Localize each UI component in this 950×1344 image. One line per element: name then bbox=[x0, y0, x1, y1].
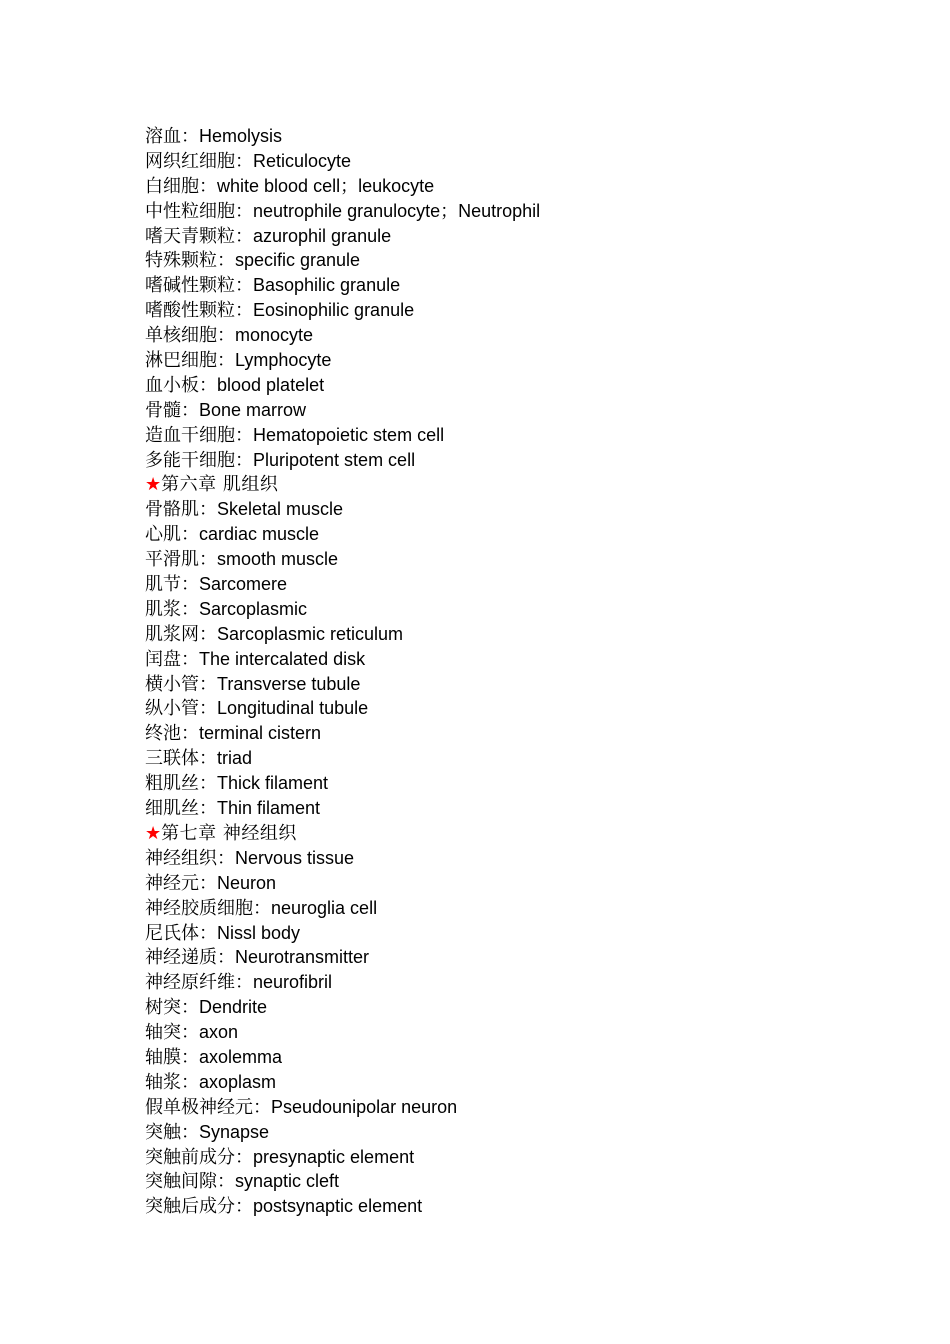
glossary-entry bbox=[145, 199, 905, 224]
term-english: Reticulocyte bbox=[253, 150, 352, 171]
term-english: cardiac muscle bbox=[199, 524, 320, 545]
term-chinese: 神经原纤维： bbox=[145, 972, 253, 994]
glossary-entry bbox=[145, 149, 905, 174]
term-chinese: 假单极神经元： bbox=[145, 1096, 271, 1118]
term-chinese: 心肌： bbox=[145, 524, 199, 546]
term-chinese: 神经胶质细胞： bbox=[145, 897, 271, 919]
glossary-entry bbox=[145, 871, 905, 896]
glossary-entry bbox=[145, 248, 905, 273]
glossary-entry bbox=[145, 796, 905, 821]
term-chinese: 轴浆： bbox=[145, 1071, 199, 1093]
term-chinese: 淋巴细胞： bbox=[145, 350, 235, 372]
glossary-entry bbox=[145, 497, 905, 522]
term-chinese: 轴膜： bbox=[145, 1046, 199, 1068]
term-english: Basophilic granule bbox=[253, 275, 401, 296]
glossary-entry bbox=[145, 995, 905, 1020]
term-chinese: 平滑肌： bbox=[145, 549, 217, 571]
glossary-entry bbox=[145, 1145, 905, 1170]
glossary-entry bbox=[145, 672, 905, 697]
term-chinese: 肌浆： bbox=[145, 598, 199, 620]
glossary-entry bbox=[145, 298, 905, 323]
term-chinese: 闰盘： bbox=[145, 648, 199, 670]
term-english: Dendrite bbox=[199, 997, 268, 1018]
term-chinese: 细肌丝： bbox=[145, 798, 217, 820]
term-chinese: 单核细胞： bbox=[145, 325, 235, 347]
term-english: Hematopoietic stem cell bbox=[253, 424, 445, 445]
term-english: Transverse tubule bbox=[217, 673, 361, 694]
glossary-entry bbox=[145, 373, 905, 398]
term-chinese: 多能干细胞： bbox=[145, 449, 253, 471]
term-english: smooth muscle bbox=[217, 549, 339, 570]
glossary-entry bbox=[145, 846, 905, 871]
term-chinese: 嗜天青颗粒： bbox=[145, 225, 253, 247]
term-chinese: 白细胞： bbox=[145, 175, 217, 197]
term-english: white blood cell；leukocyte bbox=[217, 175, 435, 196]
term-english: Nervous tissue bbox=[235, 847, 355, 868]
term-chinese: 轴突： bbox=[145, 1022, 199, 1044]
glossary-entry bbox=[145, 945, 905, 970]
star-icon: ★ bbox=[145, 822, 162, 844]
glossary-entry bbox=[145, 921, 905, 946]
term-english: The intercalated disk bbox=[199, 648, 366, 669]
glossary-entry bbox=[145, 1020, 905, 1045]
glossary-entry bbox=[145, 970, 905, 995]
glossary-entry bbox=[145, 398, 905, 423]
term-chinese: 骨骼肌： bbox=[145, 499, 217, 521]
glossary-entry bbox=[145, 522, 905, 547]
term-english: axoplasm bbox=[199, 1071, 277, 1092]
term-chinese: 三联体： bbox=[145, 748, 217, 770]
glossary-entry bbox=[145, 174, 905, 199]
term-chinese: 神经递质： bbox=[145, 947, 235, 969]
term-chinese: 嗜碱性颗粒： bbox=[145, 275, 253, 297]
term-english: neutrophile granulocyte；Neutrophil bbox=[253, 200, 541, 221]
term-english: Eosinophilic granule bbox=[253, 300, 415, 321]
glossary-entry bbox=[145, 547, 905, 572]
term-english: triad bbox=[217, 748, 253, 769]
glossary-entry bbox=[145, 1169, 905, 1194]
term-english: terminal cistern bbox=[199, 723, 322, 744]
term-chinese: 突触： bbox=[145, 1121, 199, 1143]
term-english: postsynaptic element bbox=[253, 1196, 423, 1217]
glossary-entry bbox=[145, 647, 905, 672]
term-chinese: 终池： bbox=[145, 723, 199, 745]
term-chinese: 横小管： bbox=[145, 673, 217, 695]
term-english: Hemolysis bbox=[199, 126, 283, 146]
term-english: Neurotransmitter bbox=[235, 947, 370, 968]
glossary-entry bbox=[145, 1194, 905, 1219]
term-english: Pseudounipolar neuron bbox=[271, 1096, 458, 1117]
term-english: Sarcoplasmic reticulum bbox=[217, 623, 404, 644]
term-chinese: 突触后成分： bbox=[145, 1196, 253, 1218]
term-english: specific granule bbox=[235, 250, 361, 271]
term-english: Skeletal muscle bbox=[217, 499, 344, 520]
glossary-entry bbox=[145, 423, 905, 448]
term-english: azurophil granule bbox=[253, 225, 392, 246]
term-english: Synapse bbox=[199, 1121, 270, 1142]
term-chinese: 肌节： bbox=[145, 574, 199, 596]
term-chinese: 突触前成分： bbox=[145, 1146, 253, 1168]
term-chinese: 中性粒细胞： bbox=[145, 200, 253, 222]
term-english: Bone marrow bbox=[199, 399, 307, 420]
term-chinese: 树突： bbox=[145, 997, 199, 1019]
term-chinese: 特殊颗粒： bbox=[145, 250, 235, 272]
term-chinese: 突触间隙： bbox=[145, 1171, 235, 1193]
term-chinese: 神经组织： bbox=[145, 847, 235, 869]
glossary-entry bbox=[145, 896, 905, 921]
term-chinese: 网织红细胞： bbox=[145, 150, 253, 172]
term-english: Thin filament bbox=[217, 798, 321, 819]
glossary-entry bbox=[145, 771, 905, 796]
glossary-entry bbox=[145, 622, 905, 647]
glossary-entry bbox=[145, 1120, 905, 1145]
term-english: axolemma bbox=[199, 1046, 283, 1067]
term-english: Thick filament bbox=[217, 773, 329, 794]
term-english: Longitudinal tubule bbox=[217, 698, 369, 719]
glossary-entry bbox=[145, 597, 905, 622]
term-chinese: 血小板： bbox=[145, 374, 217, 396]
term-chinese: 纵小管： bbox=[145, 698, 217, 720]
glossary-entry bbox=[145, 1070, 905, 1095]
term-english: neurofibril bbox=[253, 972, 333, 993]
term-chinese: 粗肌丝： bbox=[145, 773, 217, 795]
term-english: synaptic cleft bbox=[235, 1171, 340, 1192]
glossary-entry bbox=[145, 746, 905, 771]
glossary-entry bbox=[145, 323, 905, 348]
term-english: monocyte bbox=[235, 325, 314, 346]
glossary-entry bbox=[145, 572, 905, 597]
term-chinese: 造血干细胞： bbox=[145, 424, 253, 446]
term-chinese: 尼氏体： bbox=[145, 922, 217, 944]
term-english: Neuron bbox=[217, 872, 277, 893]
glossary-entry bbox=[145, 224, 905, 249]
term-chinese: 骨髓： bbox=[145, 399, 199, 421]
chapter-heading bbox=[145, 821, 905, 846]
term-chinese: 神经元： bbox=[145, 872, 217, 894]
glossary-entry bbox=[145, 273, 905, 298]
term-chinese: 嗜酸性颗粒： bbox=[145, 300, 253, 322]
glossary-entry bbox=[145, 696, 905, 721]
term-english: presynaptic element bbox=[253, 1146, 415, 1167]
term-english: Lymphocyte bbox=[235, 350, 332, 371]
chapter-title: 第六章 肌组织 bbox=[161, 474, 279, 496]
term-chinese: 肌浆网： bbox=[145, 623, 217, 645]
term-english: Sarcomere bbox=[199, 574, 288, 595]
term-english: Pluripotent stem cell bbox=[253, 449, 416, 470]
glossary-entry bbox=[145, 1045, 905, 1070]
glossary-entry bbox=[145, 1095, 905, 1120]
term-english: blood platelet bbox=[217, 374, 325, 395]
star-icon: ★ bbox=[145, 474, 162, 496]
chapter-heading bbox=[145, 472, 905, 497]
glossary-entry bbox=[145, 721, 905, 746]
term-english: Nissl body bbox=[217, 922, 301, 943]
term-english: Sarcoplasmic bbox=[199, 598, 308, 619]
chapter-title: 第七章 神经组织 bbox=[161, 822, 297, 844]
glossary-entry bbox=[145, 124, 905, 149]
glossary-entry bbox=[145, 448, 905, 473]
term-english: neuroglia cell bbox=[271, 897, 378, 918]
glossary-entry bbox=[145, 348, 905, 373]
document-page bbox=[145, 124, 905, 1219]
term-chinese: 溶血： bbox=[145, 126, 199, 147]
term-english: axon bbox=[199, 1022, 239, 1043]
